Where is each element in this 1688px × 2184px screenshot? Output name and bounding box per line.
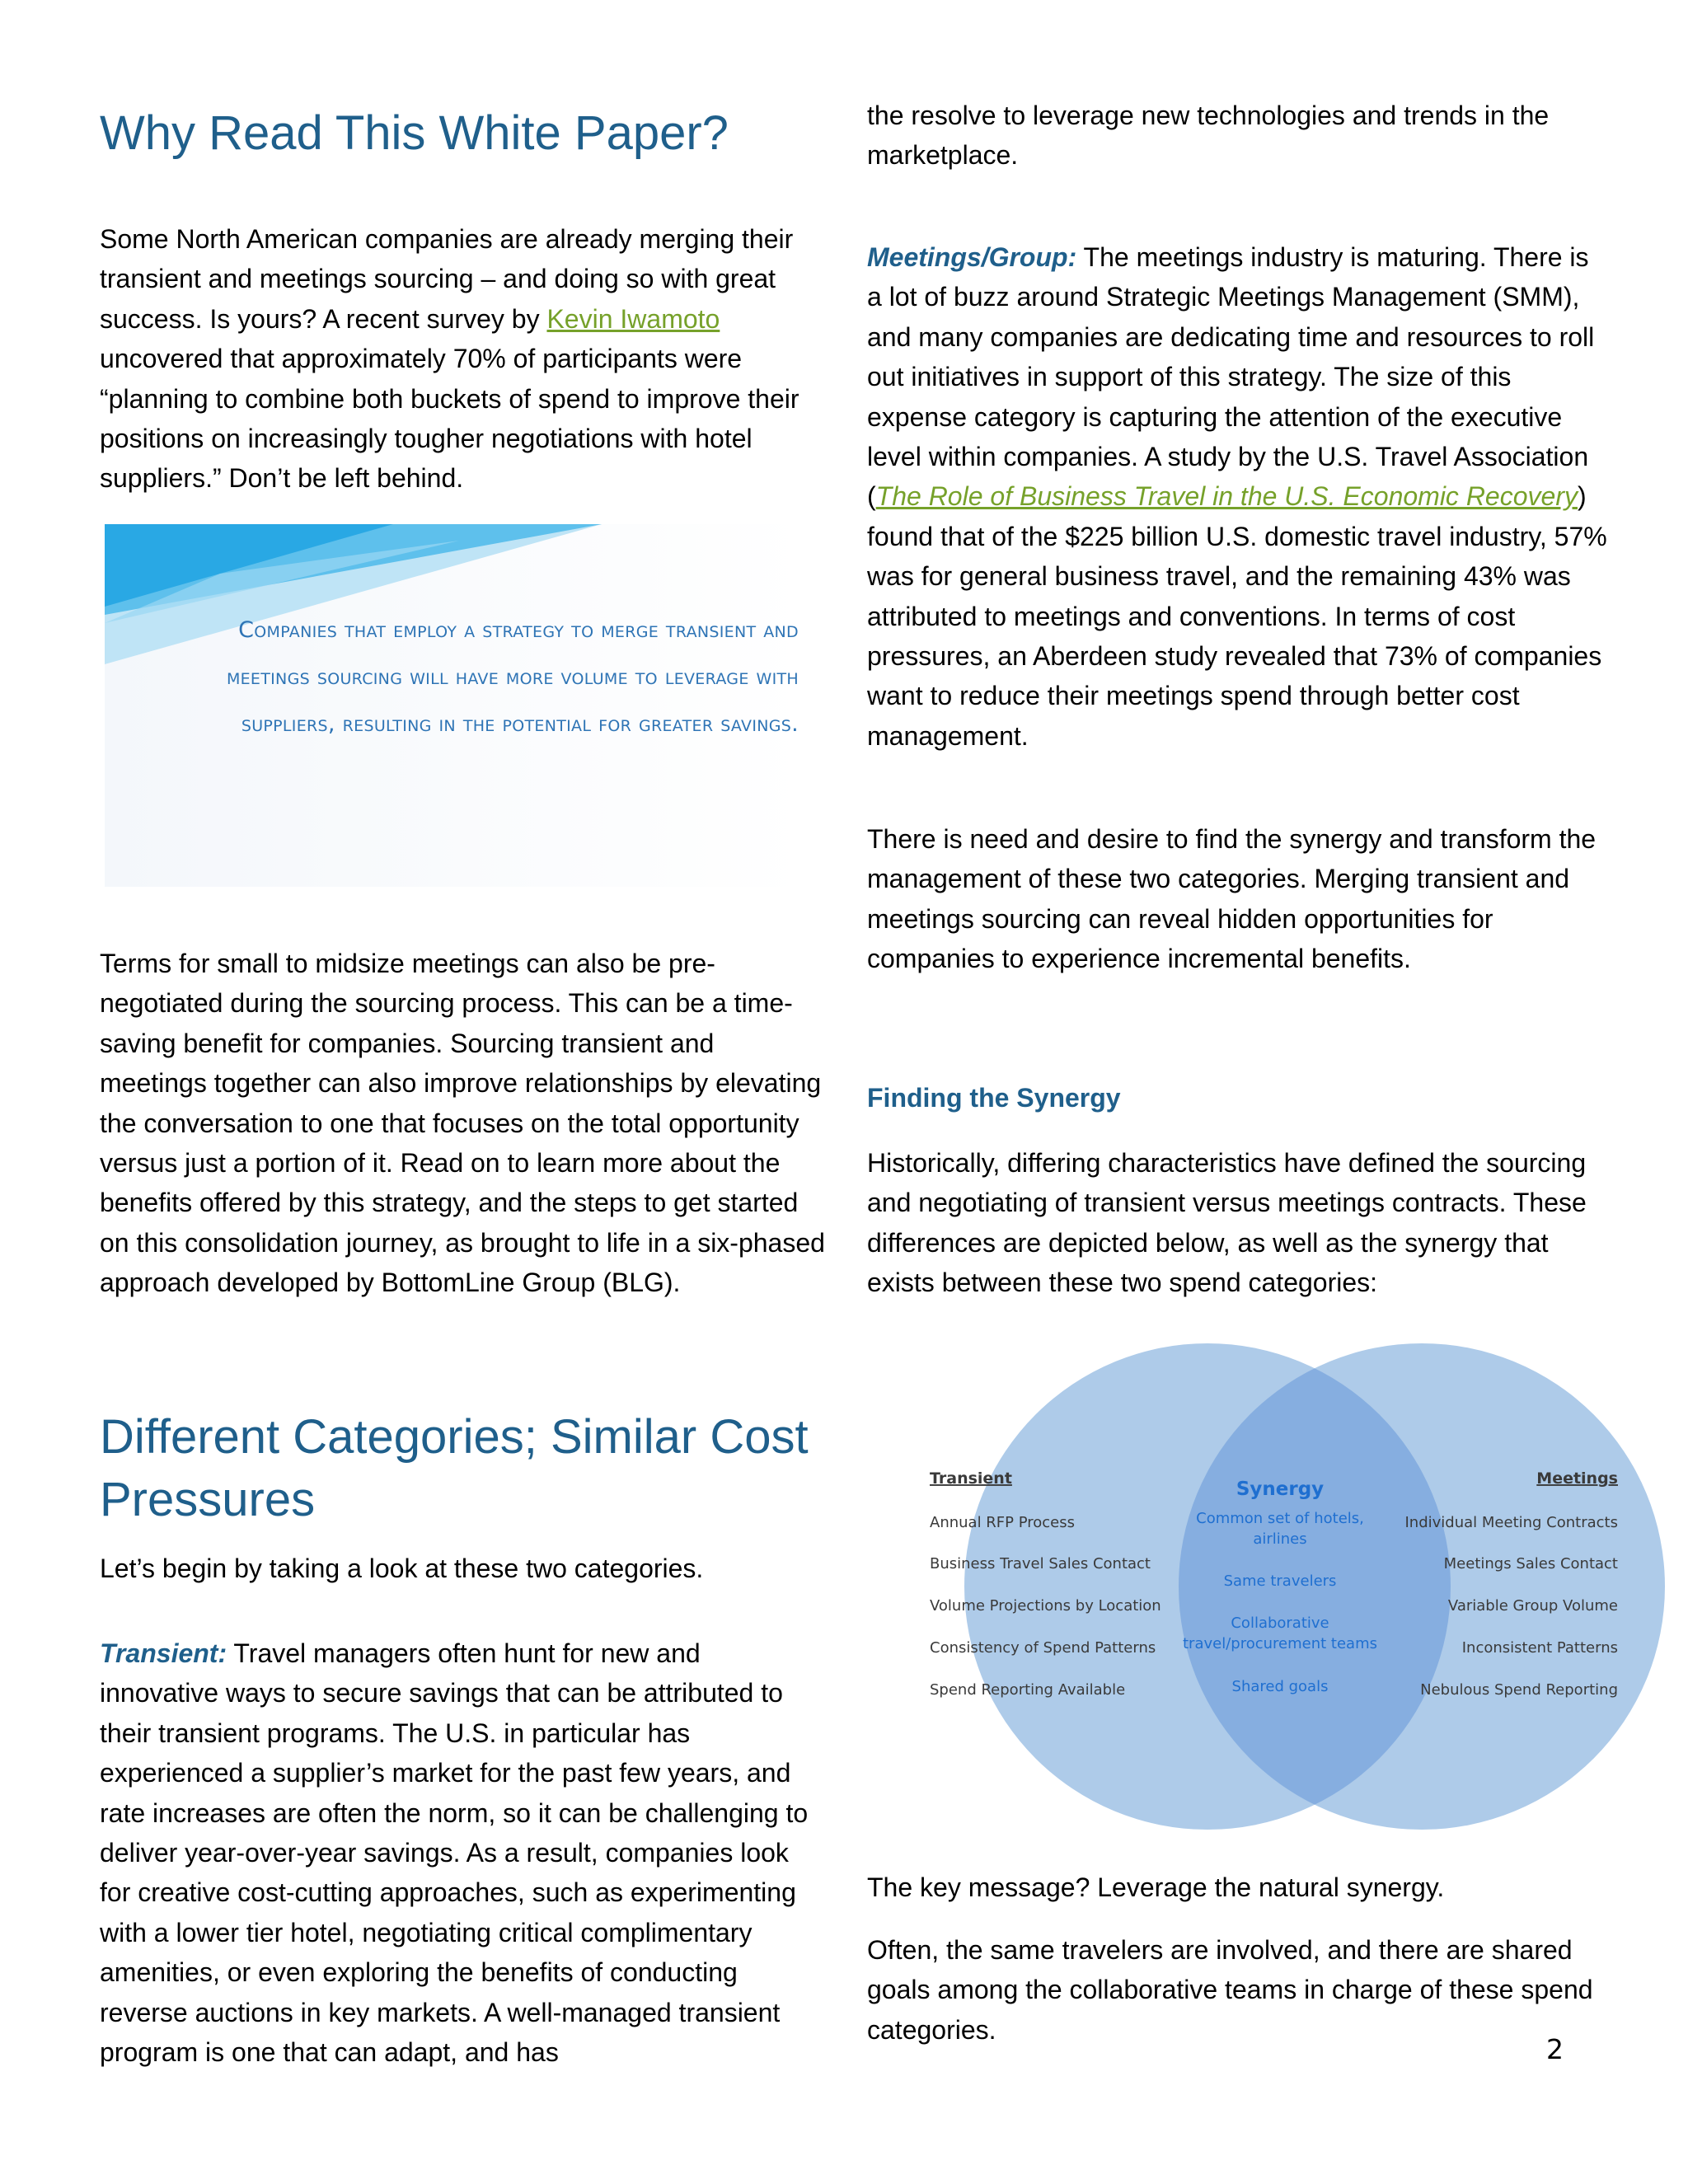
continued-paragraph: the resolve to leverage new technologies and trends in the marketplace.: [867, 101, 1550, 171]
venn-right-item: Individual Meeting Contracts: [1404, 1514, 1618, 1531]
venn-center-item: airlines: [1253, 1530, 1307, 1548]
venn-right-item: Nebulous Spend Reporting: [1420, 1681, 1618, 1699]
venn-center-item: travel/procurement teams: [1183, 1635, 1377, 1652]
venn-center-item: Same travelers: [1223, 1572, 1337, 1590]
terms-paragraph: Terms for small to midsize meetings can also be pre-negotiated during the sourcing process. This can be a time-saving benefit for companies. Sourcing transient and meetings together can also improve relationships by elevating the conversation to one that focuses on the total opportunity versus just a portion of it. Read on to learn more about the benefits offered by this strategy, and the steps to get started on this consolidation journey, as brought to life in a six-phased approach developed by BottomLine Group (BLG).: [100, 949, 825, 1298]
venn-right-item: Meetings Sales Contact: [1443, 1555, 1618, 1572]
venn-right-item: Variable Group Volume: [1447, 1597, 1618, 1615]
synergy-need-paragraph: There is need and desire to find the synergy and transform the management of these two categories. Merging transient and meetings sourcing can reveal hidden opportunities for companies to experience incremental benefits.: [867, 824, 1597, 974]
venn-center-item: Shared goals: [1231, 1678, 1329, 1695]
historically-paragraph: Historically, differing characteristics have defined the sourcing and negotiating of transient versus meetings contracts. These differences are depicted below, as well as the synergy that exists between these two spend categories:: [867, 1148, 1587, 1298]
transient-text: Travel managers often hunt for new and innovative ways to secure savings that can be attributed to their transient programs. The U.S. in particular has experienced a supplier’s market for the past few years, and rate increases are often the norm, so it can be challenging to deliver year-over-year savings. As a result, companies look for creative cost-cutting approaches, such as experimenting with a lower tier hotel, negotiating critical complimentary amenities, or even exploring the benefits of conducting reverse auctions in key markets. A well-managed transient program is one that can adapt, and has: [100, 1638, 809, 2068]
venn-right-item: Inconsistent Patterns: [1461, 1639, 1618, 1657]
transient-label: Transient:: [100, 1638, 227, 1668]
venn-center-item: Collaborative: [1231, 1615, 1329, 1632]
page-title: Why Read This White Paper?: [100, 106, 729, 160]
venn-right-title: Meetings: [1536, 1469, 1618, 1488]
pull-quote-callout: [105, 524, 805, 887]
venn-left-title: Transient: [930, 1469, 1012, 1488]
key-message-paragraph: The key message? Leverage the natural synergy.: [867, 1872, 1445, 1902]
meetings-label: Meetings/Group:: [867, 242, 1077, 272]
kevin-iwamoto-link[interactable]: Kevin Iwamoto: [546, 303, 720, 334]
intro-text-b: uncovered that approximately 70% of participants were “planning to combine both buckets of spend to improve their positions on increasingly tougher negotiations with hotel suppliers.” Don’t be left behind.: [100, 344, 799, 494]
page-number: 2: [1546, 2033, 1564, 2065]
intro-text-a: Some North American companies are already merging their transient and meetings sourcing – and doing so with great success. Is yours? A recent survey by: [100, 224, 794, 334]
venn-left-item: Volume Projections by Location: [930, 1597, 1161, 1615]
section-heading-categories: Different Categories; Similar Cost Pressures: [100, 1410, 809, 1526]
venn-left-item: Annual RFP Process: [930, 1514, 1076, 1531]
venn-left-item: Spend Reporting Available: [930, 1681, 1126, 1699]
venn-center-item: Common set of hotels,: [1196, 1510, 1364, 1527]
venn-center-title: Synergy: [1236, 1479, 1325, 1500]
venn-diagram: [882, 1335, 1665, 1838]
meetings-text-a: The meetings industry is maturing. There is a lot of buzz around Strategic Meetings Management (SMM), and many companies are dedicating time and resources to roll out initiatives in support of this strategy. The size of this expense category is capturing the attention of the executive level within companies. A study by the U.S. Travel Association (: [867, 242, 1595, 512]
meetings-text-b: ) found that of the $225 billion U.S. domestic travel industry, 57% was for general business travel, and the remaining 43% was attributed to meetings and conventions. In terms of cost pressures, an Aberdeen study revealed that 73% of companies want to reduce their meetings spend through better cost management.: [867, 481, 1607, 751]
transient-paragraph: [100, 1633, 825, 2072]
categories-intro: Let’s begin by taking a look at these two categories.: [100, 1554, 704, 1583]
shared-goals-paragraph: Often, the same travelers are involved, and there are shared goals among the collaborative teams in charge of these spend categories.: [867, 1935, 1593, 2045]
section-heading-synergy: Finding the Synergy: [867, 1083, 1121, 1113]
venn-left-item: Business Travel Sales Contact: [930, 1555, 1151, 1572]
travel-association-link[interactable]: The Role of Business Travel in the U.S. Economic Recovery: [875, 481, 1578, 512]
intro-paragraph: [100, 219, 825, 499]
callout-text: Companies that employ a strategy to merge transient and meetings sourcing will have more volume to leverage with suppliers, resulting in the potential for greater savings.: [226, 617, 799, 737]
venn-left-item: Consistency of Spend Patterns: [930, 1639, 1156, 1657]
meetings-paragraph: [867, 237, 1609, 756]
